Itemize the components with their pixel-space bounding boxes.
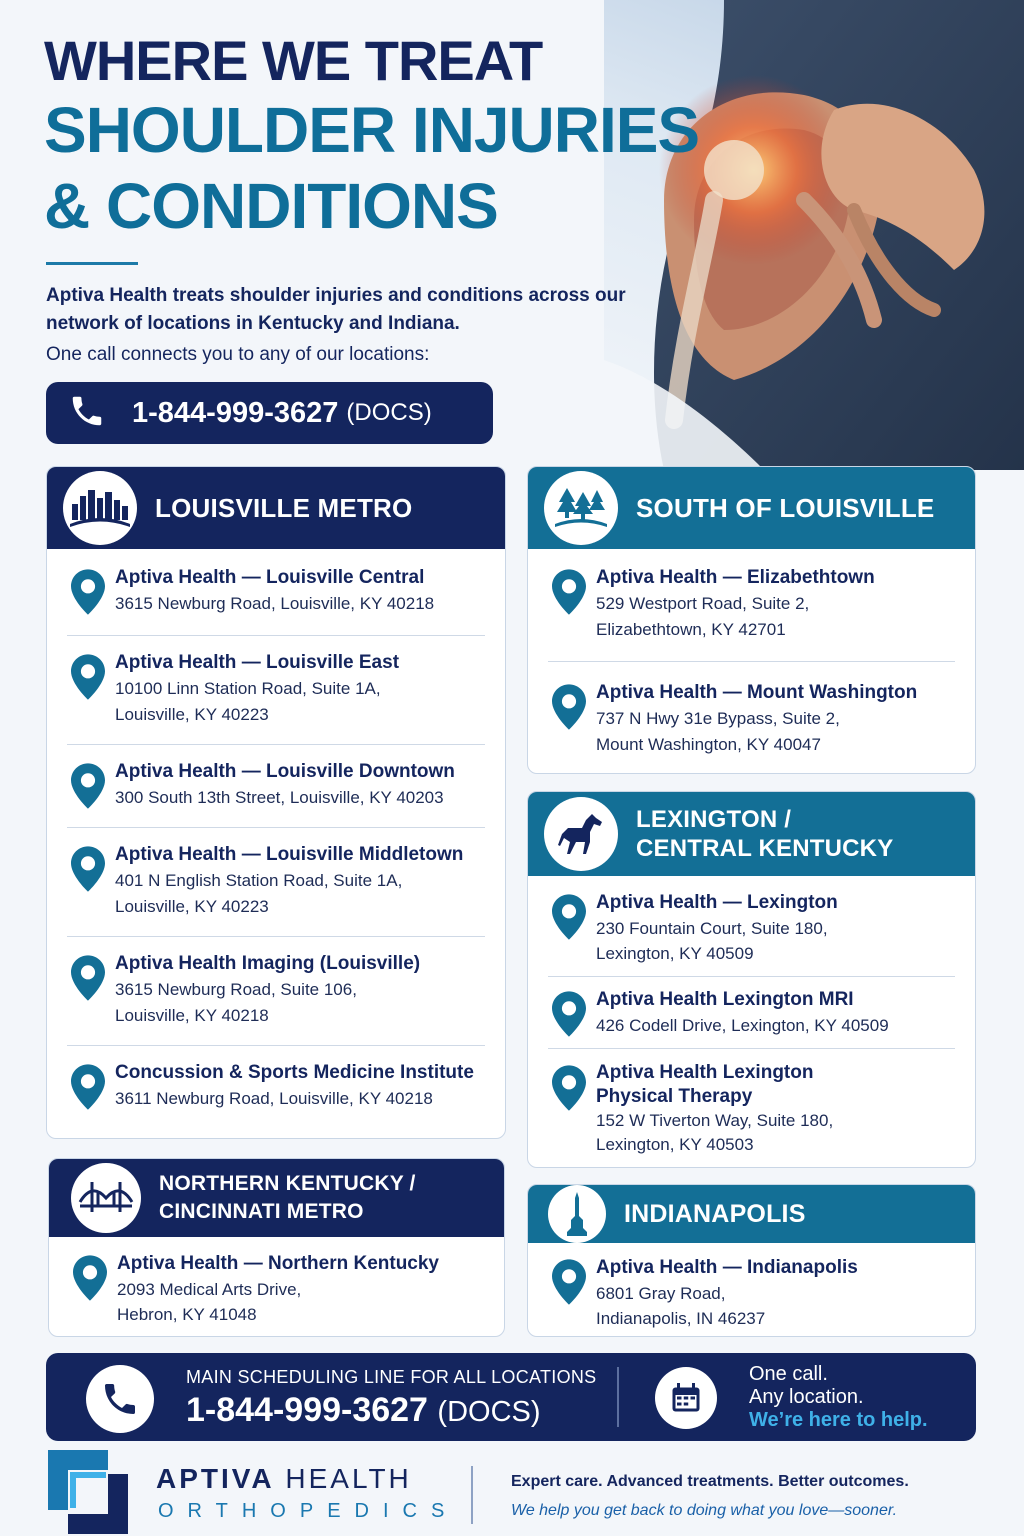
title-line-2: SHOULDER INJURIES bbox=[44, 94, 700, 166]
location-address: 426 Codell Drive, Lexington, KY 40509 bbox=[596, 1016, 889, 1035]
brand-subtitle: ORTHOPEDICS bbox=[158, 1500, 459, 1522]
location-item[interactable] bbox=[47, 937, 505, 1045]
location-item[interactable] bbox=[528, 977, 975, 1048]
location-address: 10100 Linn Station Road, Suite 1A, bbox=[115, 679, 381, 698]
location-address-line2: Elizabethtown, KY 42701 bbox=[596, 620, 786, 639]
phone-suffix: (DOCS) bbox=[346, 399, 432, 426]
location-address: 529 Westport Road, Suite 2, bbox=[596, 594, 810, 613]
scheduling-suffix: (DOCS) bbox=[437, 1396, 541, 1428]
location-address: 300 South 13th Street, Louisville, KY 40203 bbox=[115, 788, 444, 807]
location-address: 230 Fountain Court, Suite 180, bbox=[596, 919, 828, 938]
title-line-3: & CONDITIONS bbox=[44, 170, 498, 242]
intro-call-text: One call connects you to any of our locations: bbox=[46, 344, 430, 365]
location-address: 3615 Newburg Road, Suite 106, bbox=[115, 980, 357, 999]
location-address-line2: Hebron, KY 41048 bbox=[117, 1305, 257, 1324]
location-item[interactable] bbox=[528, 1049, 975, 1159]
location-address: 2093 Medical Arts Drive, bbox=[117, 1280, 302, 1299]
scheduling-label: MAIN SCHEDULING LINE FOR ALL LOCATIONS bbox=[186, 1367, 597, 1387]
location-address-line2: Lexington, KY 40503 bbox=[596, 1135, 754, 1154]
brand-name-bold: APTIVA bbox=[156, 1463, 275, 1494]
location-pin-icon bbox=[67, 1060, 115, 1128]
location-address-line2: Louisville, KY 40218 bbox=[115, 1006, 269, 1025]
location-name: Aptiva Health — Louisville Middletown bbox=[115, 844, 464, 865]
trees-icon bbox=[544, 471, 618, 545]
skyline-icon bbox=[63, 471, 137, 545]
location-pin-icon bbox=[548, 1061, 596, 1159]
location-name-line2: Physical Therapy bbox=[596, 1086, 753, 1107]
location-item[interactable] bbox=[47, 828, 505, 936]
location-address-line2: Lexington, KY 40509 bbox=[596, 944, 754, 963]
aptiva-logo bbox=[48, 1450, 128, 1536]
location-address-line2: Louisville, KY 40223 bbox=[115, 705, 269, 724]
phone-number: 1-844-999-3627 bbox=[132, 396, 339, 429]
location-name: Aptiva Health Imaging (Louisville) bbox=[115, 953, 421, 974]
location-name: Aptiva Health — Louisville Downtown bbox=[115, 761, 455, 782]
bridge-icon bbox=[71, 1163, 141, 1233]
region-title bbox=[159, 1170, 416, 1226]
location-address: 152 W Tiverton Way, Suite 180, bbox=[596, 1111, 834, 1130]
location-name: Aptiva Health — Elizabethtown bbox=[596, 567, 875, 588]
location-name: Aptiva Health Lexington MRI bbox=[596, 989, 854, 1010]
location-address: 737 N Hwy 31e Bypass, Suite 2, bbox=[596, 709, 840, 728]
scheduling-tagline bbox=[749, 1363, 864, 1409]
scheduling-bar bbox=[46, 1353, 976, 1441]
location-pin-icon bbox=[67, 842, 115, 936]
location-pin-icon bbox=[67, 565, 115, 635]
location-pin-icon bbox=[69, 1251, 117, 1327]
region-header bbox=[49, 1159, 504, 1237]
tagline-line3: We’re here to help. bbox=[749, 1409, 928, 1431]
location-pin-icon bbox=[67, 759, 115, 827]
horse-icon bbox=[544, 797, 618, 871]
title-underline bbox=[46, 262, 138, 265]
location-address: 6801 Gray Road, bbox=[596, 1284, 726, 1303]
scheduling-phone-link[interactable] bbox=[186, 1391, 541, 1430]
region-card-south bbox=[527, 466, 976, 774]
location-pin-icon bbox=[67, 951, 115, 1045]
region-title-line1: LEXINGTON / bbox=[636, 806, 792, 833]
location-name: Aptiva Health Lexington bbox=[596, 1062, 814, 1083]
tagline-line2: Any location. bbox=[749, 1386, 864, 1408]
tagline-line1: One call. bbox=[749, 1363, 828, 1385]
page-title bbox=[44, 30, 699, 244]
calendar-icon bbox=[655, 1367, 717, 1429]
location-pin-icon bbox=[67, 650, 115, 744]
location-name: Aptiva Health — Indianapolis bbox=[596, 1257, 858, 1278]
location-name: Aptiva Health — Lexington bbox=[596, 892, 838, 913]
intro-text: Aptiva Health treats shoulder injuries and conditions across our network of locations in Kentucky and Indiana. bbox=[46, 285, 626, 334]
location-address-line2: Louisville, KY 40223 bbox=[115, 897, 269, 916]
brand-name-rest: HEALTH bbox=[274, 1463, 412, 1494]
location-address-line2: Indianapolis, IN 46237 bbox=[596, 1309, 766, 1328]
location-name: Aptiva Health — Louisville East bbox=[115, 652, 400, 673]
location-address: 3615 Newburg Road, Louisville, KY 40218 bbox=[115, 594, 435, 613]
scheduling-number: 1-844-999-3627 bbox=[186, 1391, 428, 1429]
region-card-indianapolis bbox=[527, 1184, 976, 1337]
region-title: INDIANAPOLIS bbox=[624, 1200, 806, 1228]
location-name: Concussion & Sports Medicine Institute bbox=[115, 1062, 474, 1083]
region-card-lexington bbox=[527, 791, 976, 1168]
region-card-northern bbox=[48, 1158, 505, 1337]
location-item[interactable] bbox=[528, 565, 975, 661]
region-title: LOUISVILLE METRO bbox=[155, 493, 413, 523]
brand-name bbox=[156, 1463, 412, 1495]
location-name: Aptiva Health — Mount Washington bbox=[596, 682, 918, 703]
region-header bbox=[47, 467, 505, 549]
location-item[interactable] bbox=[528, 890, 975, 976]
location-name: Aptiva Health — Northern Kentucky bbox=[117, 1253, 439, 1274]
location-item[interactable] bbox=[528, 662, 975, 762]
location-item[interactable] bbox=[528, 1255, 975, 1331]
location-item[interactable] bbox=[47, 636, 505, 744]
location-item[interactable] bbox=[49, 1251, 504, 1327]
location-pin-icon bbox=[548, 890, 596, 976]
location-address: 3611 Newburg Road, Louisville, KY 40218 bbox=[115, 1089, 433, 1108]
location-item[interactable] bbox=[47, 745, 505, 827]
location-name: Aptiva Health — Louisville Central bbox=[115, 567, 425, 588]
location-pin-icon bbox=[548, 680, 596, 762]
region-title-line2: CINCINNATI METRO bbox=[159, 1200, 364, 1223]
location-pin-icon bbox=[548, 987, 596, 1048]
location-pin-icon bbox=[548, 1255, 596, 1331]
region-header bbox=[528, 1185, 975, 1243]
region-title bbox=[636, 805, 893, 863]
region-title-line1: NORTHERN KENTUCKY / bbox=[159, 1172, 416, 1195]
location-address: 401 N English Station Road, Suite 1A, bbox=[115, 871, 403, 890]
region-title: SOUTH OF LOUISVILLE bbox=[636, 493, 935, 523]
footer-tagline: Expert care. Advanced treatments. Better outcomes. bbox=[511, 1473, 909, 1490]
title-line-1: WHERE WE TREAT bbox=[44, 29, 543, 92]
phone-call-button[interactable] bbox=[46, 382, 493, 444]
footer-tagline-italic: We help you get back to doing what you love—sooner. bbox=[511, 1502, 898, 1519]
phone-icon bbox=[86, 1365, 154, 1433]
region-card-louisville bbox=[46, 466, 506, 1139]
location-item[interactable] bbox=[47, 565, 505, 635]
divider bbox=[471, 1466, 473, 1524]
monument-icon bbox=[548, 1185, 606, 1243]
region-header bbox=[528, 467, 975, 549]
phone-icon bbox=[68, 392, 106, 435]
location-pin-icon bbox=[548, 565, 596, 661]
region-title-line2: CENTRAL KENTUCKY bbox=[636, 835, 894, 862]
location-item[interactable] bbox=[47, 1046, 505, 1128]
region-header bbox=[528, 792, 975, 876]
location-address-line2: Mount Washington, KY 40047 bbox=[596, 735, 821, 754]
divider bbox=[617, 1367, 619, 1427]
